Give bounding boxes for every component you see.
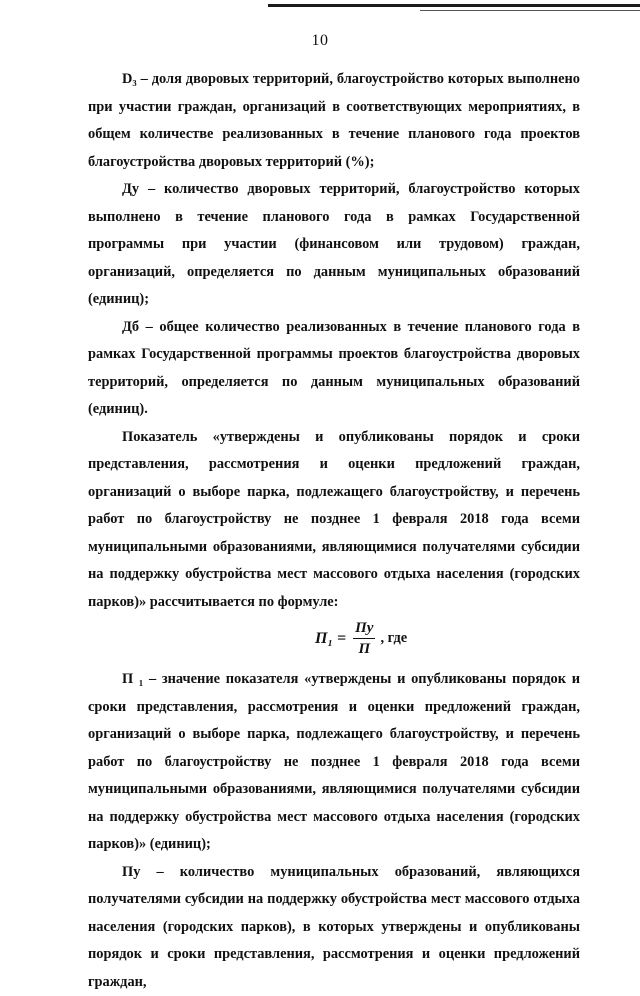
formula-suffix: , где <box>380 625 407 653</box>
document-body <box>88 66 580 996</box>
top-border-rule-thin <box>420 10 640 11</box>
paragraph-pu-definition: Пу – количество муниципальных образований, являющихся получателями субсидии на поддержку обустройства мест массового отдыха населения (городских парков), в которых утверждены и опубликованы порядок и сроки представления, рассмотрения и оценки предложений граждан, <box>88 859 580 996</box>
formula-block <box>88 616 580 666</box>
formula-denominator: П <box>358 639 370 659</box>
paragraph-db-definition: Дб – общее количество реализованных в течение планового года в рамках Государственной программы проектов благоустройства дворовых территорий, определяется по данным муниципальных образований (единиц). <box>88 314 580 424</box>
paragraph-d3-definition: D₃ – доля дворовых территорий, благоустройство которых выполнено при участии граждан, организаций в соответствующих мероприятиях, в общем количестве реализованных в течение планового года проектов благоустройства дворовых территорий (%); <box>88 66 580 176</box>
formula <box>315 618 407 659</box>
formula-lhs: П₁ = <box>315 625 346 653</box>
formula-numerator: Пу <box>353 618 375 639</box>
paragraph-p1-definition: П ₁ – значение показателя «утверждены и опубликованы порядок и сроки представления, рассмотрения и оценки предложений граждан, организаций о выборе парка, подлежащего благоустройству, и перечень работ по благоустройству не позднее 1 февраля 2018 года всеми муниципальными образованиями, являющимися получателями субсидии на поддержку обустройства мест массового отдыха населения (городских парков)» (единиц); <box>88 666 580 859</box>
paragraph-du-definition: Ду – количество дворовых территорий, благоустройство которых выполнено в течение планового года в рамках Государственной программы при участии (финансовом или трудовом) граждан, организаций, определяется по данным муниципальных образований (единиц); <box>88 176 580 314</box>
paragraph-indicator-description: Показатель «утверждены и опубликованы порядок и сроки представления, рассмотрения и оценки предложений граждан, организаций о выборе парка, подлежащего благоустройству, и перечень работ по благоустройству не позднее 1 февраля 2018 года всеми муниципальными образованиями, являющимися получателями субсидии на поддержку обустройства мест массового отдыха населения (городских парков)» рассчитывается по формуле: <box>88 424 580 617</box>
formula-fraction <box>353 618 375 659</box>
top-border-rule <box>268 4 640 7</box>
page-number: 10 <box>0 32 640 50</box>
